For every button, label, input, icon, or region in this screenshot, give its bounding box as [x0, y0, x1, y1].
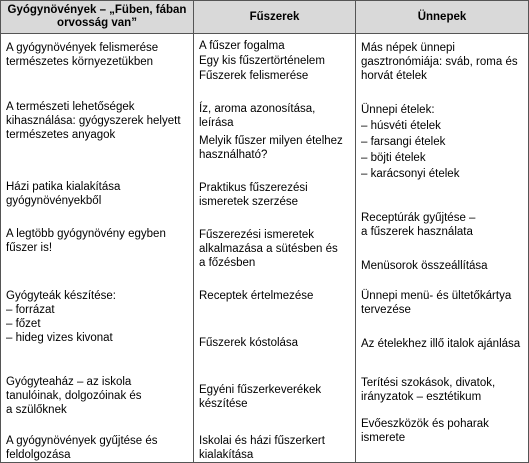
table-cell	[361, 417, 489, 445]
cell-line: Evőeszközök és poharak	[361, 418, 489, 430]
cell-line: ismeretek szerzése	[199, 196, 299, 208]
table-cell	[199, 228, 338, 270]
column-divider	[193, 1, 194, 462]
cell-line: a főzésben	[199, 257, 256, 269]
cell-line: Gyógyteák készítése:	[6, 290, 116, 302]
cell-line: a fűszerek használata	[361, 226, 473, 238]
cell-line: leírása	[199, 117, 234, 129]
cell-line: alkalmazása a sütésben és	[199, 243, 338, 255]
cell-line: – húsvéti ételek	[361, 120, 441, 132]
cell-line: Ünnepi ételek:	[361, 104, 435, 116]
table-cell	[199, 289, 313, 303]
cell-line: feldolgozása	[6, 449, 71, 461]
cell-line: természetes anyagok	[6, 129, 116, 141]
cell-line: készítése	[199, 398, 248, 410]
cell-line: Fűszerek kóstolása	[199, 337, 299, 349]
table-cell	[6, 434, 158, 462]
cell-line: Receptek értelmezése	[199, 290, 314, 302]
cell-line: gyógynövényekből	[6, 195, 102, 207]
table-cell	[199, 434, 325, 462]
cell-line: Az ételekhez illő italok ajánlása	[361, 338, 521, 350]
cell-line: Íz, aroma azonosítása,	[199, 103, 316, 115]
cell-line: Egyéni fűszerkeverékek	[199, 384, 322, 396]
table-cell	[6, 41, 158, 69]
cell-line: gasztronómiája: sváb, roma és	[361, 56, 518, 68]
table-cell	[361, 337, 520, 351]
cell-line: – forrázat	[6, 304, 55, 316]
table-cell	[199, 102, 315, 130]
cell-line: – főzet	[6, 318, 41, 330]
cell-line: Menüsorok összeállítása	[361, 260, 488, 272]
cell-line: – farsangi ételek	[361, 136, 446, 148]
cell-line: A gyógynövények gyűjtése és	[6, 435, 158, 447]
cell-line: ismerete	[361, 432, 406, 444]
cell-line: tanulóinak, dolgozóinak és	[6, 390, 142, 402]
table-cell	[199, 383, 321, 411]
table-cell	[361, 102, 459, 182]
cell-line: A gyógynövények felismerése	[6, 42, 159, 54]
column-divider	[355, 1, 356, 462]
header-label: Fűszerek	[249, 10, 300, 23]
cell-line: Iskolai és házi fűszerkert	[199, 435, 325, 447]
table-cell	[199, 336, 298, 350]
table-cell	[361, 211, 475, 239]
table-cell	[361, 259, 488, 273]
cell-line: tervezése	[361, 304, 411, 316]
table-cell	[6, 180, 120, 208]
cell-line: Fűszerek felismerése	[199, 70, 309, 82]
cell-line: Terítési szokások, divatok,	[361, 377, 496, 389]
table-cell	[6, 375, 142, 417]
cell-line: irányzatok – esztétikum	[361, 391, 482, 403]
cell-line: A legtöbb gyógynövény egyben	[6, 228, 166, 240]
cell-line: Receptúrák gyűjtése –	[361, 212, 476, 224]
header-fuszerek	[194, 1, 355, 33]
cell-line: Más népek ünnepi	[361, 42, 455, 54]
table-cell	[199, 134, 343, 162]
cell-line: – hideg vizes kivonat	[6, 332, 113, 344]
cell-line: használható?	[199, 149, 268, 161]
cell-line: horvát ételek	[361, 70, 427, 82]
header-label: Gyógynövények – „Füben, fában orvosság van”	[7, 4, 187, 29]
cell-line: Melyik fűszer milyen ételhez	[199, 135, 343, 147]
cell-line: a szülőknek	[6, 404, 67, 416]
cell-line: – karácsonyi ételek	[361, 168, 460, 180]
header-unnepek	[356, 1, 528, 33]
table-cell	[361, 376, 495, 404]
table-cell	[6, 227, 166, 255]
table-cell	[6, 289, 116, 345]
table-cell	[199, 181, 308, 209]
cell-line: Házi patika kialakítása	[6, 181, 121, 193]
cell-line: fűszer is!	[6, 242, 53, 254]
cell-line: Fűszerezési ismeretek	[199, 229, 315, 241]
cell-line: Egy kis fűszertörténelem	[199, 55, 325, 67]
cell-line: A természeti lehetőségek	[6, 101, 135, 113]
cell-line: kihasználása: gyógyszerek helyett	[6, 115, 181, 127]
cell-line: Gyógyteaház – az iskola	[6, 376, 132, 388]
table-cell	[199, 39, 325, 83]
table-cell	[361, 41, 518, 83]
cell-line: természetes környezetükben	[6, 56, 154, 68]
cell-line: Ünnepi menü- és ültetőkártya	[361, 290, 512, 302]
cell-line: Praktikus fűszerezési	[199, 182, 308, 194]
table-cell	[361, 289, 511, 317]
header-gyogynovenyek	[1, 1, 193, 33]
header-label: Ünnepek	[417, 10, 467, 23]
table-cell	[6, 100, 181, 142]
cell-line: – böjti ételek	[361, 152, 426, 164]
cell-line: kialakítása	[199, 449, 254, 461]
cell-line: A fűszer fogalma	[199, 40, 285, 52]
